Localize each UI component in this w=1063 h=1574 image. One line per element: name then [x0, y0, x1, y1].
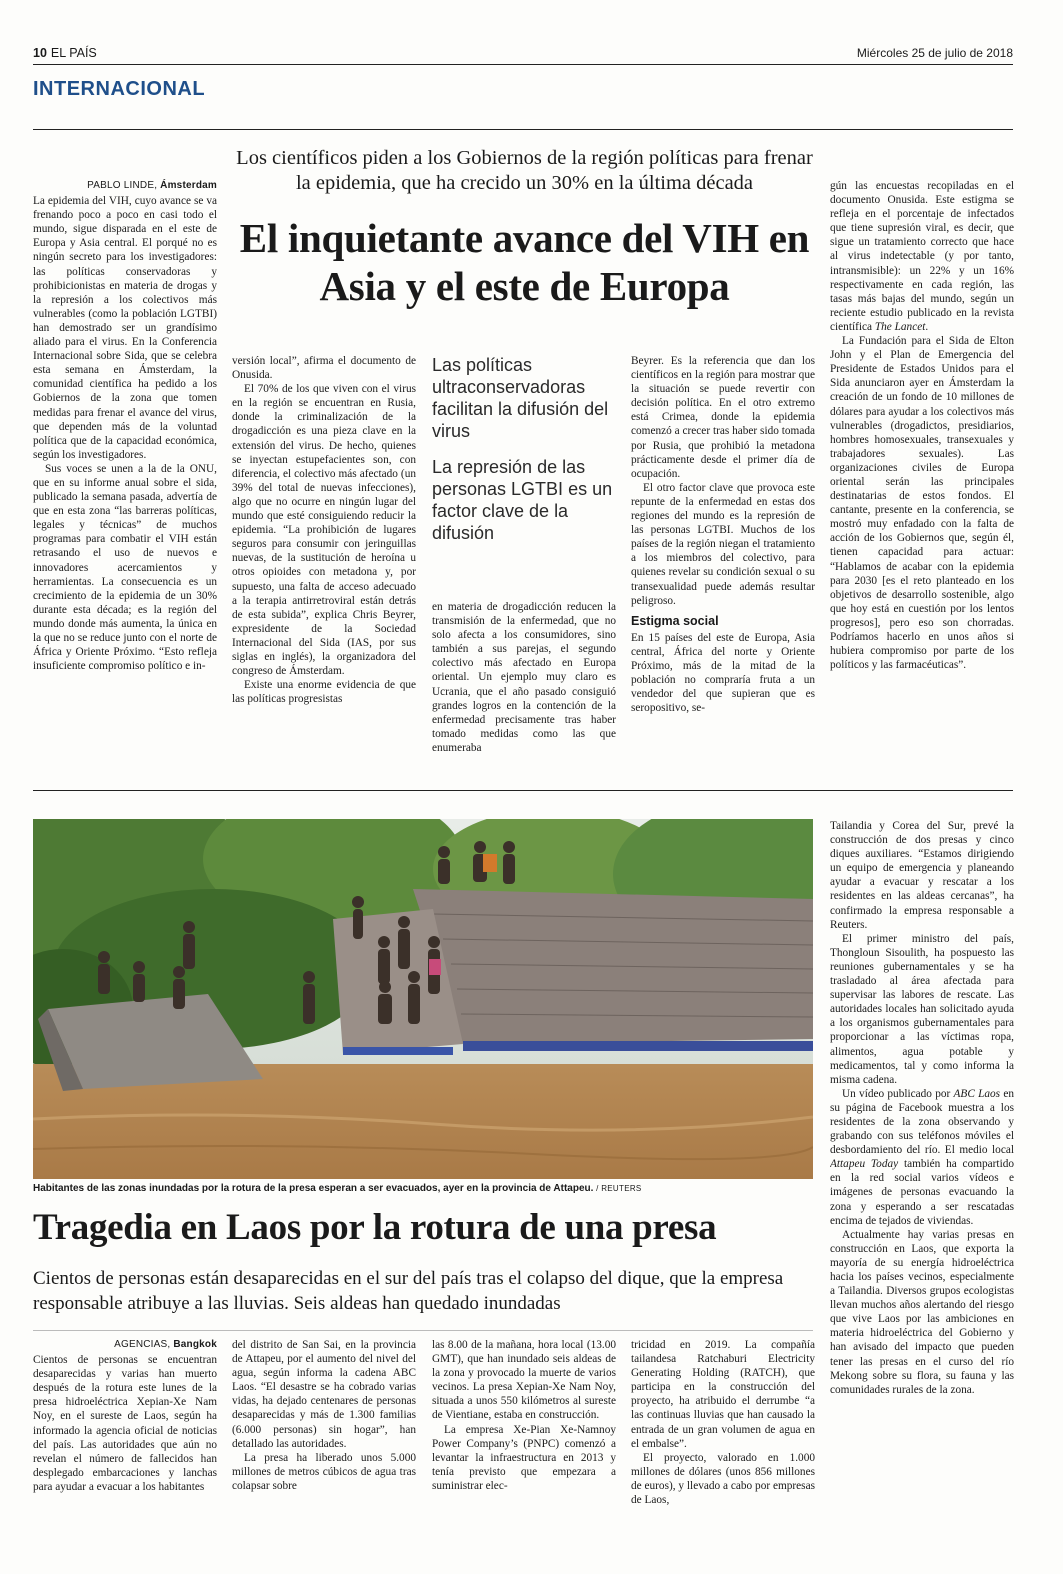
- pull-quote-2: La represión de las personas LGTBI es un factor clave de la difusión: [432, 457, 613, 543]
- story1-paragraph: La epidemia del VIH, cuyo avance se va frenando poco a poco en casi todo el mundo, sigue disparada en el este de Europa y Asia central. El porqué no es ningún secreto para los investigadores: las políticas conservadoras y prohibicionistas en materia de drogas y la represión a los colectivos más vulnerables (como la población LGTBI) han demostrado ser un grandísimo aliado para el virus. En la Conferencia Internacional sobre Sida, que se celebra esta semana en Ámsterdam, la comunidad científica ha pedido a los Gobiernos de la zona que tomen medidas para frenar el avance del virus, que dependen más de la voluntad política que de la capacidad económica, según los investigadores.: [33, 195, 217, 461]
- story1-paragraph: El 70% de los que viven con el virus en la región se encuentran en Rusia, donde la criminalización de la drogadicción es una pieza clave en la extensión del virus. De hecho, quienes se inyectan estupefacientes son, con diferencia, el colectivo más afectado (un 39% del total de nuevas infecciones), algo que no ocurre en ningún lugar del mundo que esté consiguiendo reducir la epidemia. “La prohibición de lugares seguros para consumir con jeringuillas nuevas, de la sustitución de heroína u otros opioides con metadona y, por supuesto, una falta de acceso adecuado a la terapia antirretroviral están detrás de esta subida”, explica Chris Beyrer, expresidente de la Sociedad Internacional del Sida (IAS, por sus siglas en inglés), la organizadora del congreso de Ámsterdam.: [232, 383, 416, 678]
- story2-column-5: [830, 819, 1014, 1568]
- flood-photo: [33, 819, 813, 1179]
- media-abc-laos: ABC Laos: [953, 1087, 1001, 1100]
- story1-paragraph: Sus voces se unen a la de la ONU, que en su informe anual sobre el sida, publicado la semana pasada, advertía de que en esta zona “las barreras políticas, legales y técnicas” de muchos programas para combatir el VIH están retrasando el uso de nuevos e innovadores acercamientos y herramientas. La consecuencia es un crecimiento de la epidemia de un 30% durante esta década; es la región del mundo donde más aumenta, la única en la que no se reduce junto con el norte de África y Oriente Próximo. “Esto refleja insuficiente compromiso político e in-: [33, 462, 217, 673]
- story2-paragraph: las 8.00 de la mañana, hora local (13.00 GMT), que han inundado seis aldeas de la zona y provocado la muerte de varios vecinos. La presa Xepian-Xe Nam Noy, situada a unos 550 kilómetros al sureste de Vientiane, estaba en construcción.: [432, 1339, 616, 1422]
- page-number: 10: [33, 46, 47, 60]
- story2-paragraph: tricidad en 2019. La compañía tailandesa Ratchaburi Electricity Generating Holding (RATCH), que participa en la construcción del proyecto, ha atribuido el derrumbe “a las continuas lluvias que han causado la entrada de un gran volumen de agua en el embalse”.: [631, 1339, 815, 1450]
- media-attapeu-today: Attapeu Today: [830, 1158, 899, 1171]
- photo-caption: [33, 1183, 813, 1194]
- journal-name: The Lancet: [874, 320, 926, 333]
- story2-standfirst: Cientos de personas están desaparecidas en el sur del país tras el colapso del dique, que la empresa responsable atribuye a las lluvias. Seis aldeas han quedado inundadas: [33, 1268, 784, 1314]
- story1-column-4: [631, 354, 815, 777]
- story1-byline-author: PABLO LINDE,: [87, 180, 158, 191]
- story2-paragraph: La empresa Xe-Pian Xe-Namnoy Power Company’s (PNPC) comenzó a levantar la infraestructura en 2013 y tenía previsto que empezara a suministrar elec-: [432, 1423, 616, 1492]
- story2-byline-place: Bangkok: [173, 1339, 217, 1350]
- story2-rule: [33, 1330, 813, 1331]
- story1-byline-place: Ámsterdam: [160, 180, 217, 191]
- story2-paragraph: La presa ha liberado unos 5.000 millones de metros cúbicos de agua tras colapsar sobre: [232, 1451, 416, 1492]
- story2-text: en su página de Facebook muestra a los residentes de la zona observando y grabando con sus teléfonos móviles el desbordamiento del río. El medio local: [830, 1087, 1014, 1157]
- story2-paragraph: Actualmente hay varias presas en construcción en Laos, que exporta la mayoría de su energía hidroeléctrica hacia los países vecinos, especialmente a Tailandia. Diversos grupos ecologistas llevan muchos años alertando del riesgo que vive Laos por las ambiciones en materia hidroeléctrica del Gobierno y han avisado del impacto que pueden tener las presas en el curso del río Mekong sobre su flora, su fauna y las comunidades rurales de la zona.: [830, 1228, 1014, 1396]
- story1-paragraph: El otro factor clave que provoca este repunte de la enfermedad en estas dos regiones del mundo es la represión de las personas LGTBI. Muchos de los países de la región niegan el tratamiento a los miembros del colectivo, para quienes revelar su condición sexual o su transexualidad puede además resultar peligroso.: [631, 481, 815, 607]
- story1-paragraph: versión local”, afirma el documento de Onusida.: [232, 355, 416, 382]
- story2-column-1: [33, 1338, 217, 1568]
- story2-byline-author: AGENCIAS,: [114, 1339, 171, 1350]
- story1-column-1: [33, 179, 217, 777]
- flood-photo-illustration: [33, 819, 813, 1179]
- story1-col5-text: gún las encuestas recopiladas en el documento Onusida. Este estigma se refleja en el porcentaje de infectados que tiene supresión viral, es decir, que sigue un tratamiento correcto que hace al virus indetectable (y por tanto, intransmisible): un 22% y un 16% respectivamente en cada región, las tasas más bajas del mundo, según un reciente estudio publicado en la revista científica: [830, 180, 1014, 333]
- caption-text: Habitantes de las zonas inundadas por la rotura de la presa esperan a ser evacuados, ayer en la provincia de Attapeu.: [33, 1183, 594, 1194]
- story2-byline: [33, 1338, 217, 1352]
- story2-paragraph: [830, 1087, 1014, 1228]
- story1-byline: [33, 179, 217, 193]
- story-divider: [33, 790, 1013, 791]
- story2-paragraph: Tailandia y Corea del Sur, prevé la construcción de dos presas y cinco diques auxiliares. “Estamos dirigiendo un equipo de emergencia y planeando ayudar a evacuar y rescatar a los residentes en las aldeas cercanas”, ha confirmado la empresa responsable a Reuters.: [830, 820, 1014, 931]
- story1-column-3: [432, 600, 616, 777]
- story1-headline: El inquietante avance del VIH en Asia y el este de Europa: [239, 215, 810, 309]
- story2-column-4: [631, 1338, 815, 1568]
- story1-column-2: [232, 354, 416, 776]
- story1-paragraph: gún las encuestas recopiladas en el documento Onusida. Este estigma se refleja en el porcentaje de infectados que tiene supresión viral, es decir, que sigue un tratamiento correcto que hace al virus indetectable (y por tanto, intransmisible): un 22% y un 16% respectivamente en cada región, las tasas más bajas del mundo, según un reciente estudio publicado en la revista científica The Lancet.: [830, 180, 1014, 333]
- issue-date: Miércoles 25 de julio de 2018: [856, 46, 1013, 60]
- story1-subhead: Estigma social: [631, 613, 719, 628]
- page-folio: [33, 46, 97, 60]
- story2-text: también ha compartido en la red social varios vídeos e imágenes de personas evacuando la zona y esperando a ser rescatadas encima de tejados de viviendas.: [830, 1158, 1014, 1227]
- story2-paragraph: del distrito de San Sai, en la provincia de Attapeu, por el aumento del nivel del agua, según informa la cadena ABC Laos. “El desastre se ha cobrado varias vidas, ha dejado centenares de personas desaparecidas y más de 1.300 familias (6.000 personas) sin hogar”, han detallado las autoridades.: [232, 1339, 416, 1450]
- story2-paragraph: El proyecto, valorado en 1.000 millones de dólares (unos 856 millones de euros), y llevado a cabo por empresas de Laos,: [631, 1451, 815, 1507]
- header-rule: [33, 64, 1013, 65]
- story1-column-5: [830, 179, 1014, 777]
- story2-paragraph: El primer ministro del país, Thongloun Sisoulith, ha pospuesto las reuniones gubernamentales y se ha trasladado al área afectada para supervisar las labores de rescate. Las autoridades locales han solicitado ayuda a los organismos gubernamentales para proporcionar a las víctimas ropa, alimentos, agua potable y medicamentos, tal y como informa la misma cadena.: [830, 932, 1014, 1086]
- photo-credit: / REUTERS: [596, 1184, 642, 1193]
- section-rule: [33, 129, 1013, 130]
- story1-paragraph: En 15 países del este de Europa, Asia central, África del norte y Oriente Próximo, más de la mitad de la población no compraría fruta a un vendedor del que supieran que es seropositivo, se-: [631, 631, 815, 715]
- story1-standfirst: Los científicos piden a los Gobiernos de la región políticas para frenar la epidemia, que ha crecido un 30% en la última década: [236, 147, 813, 194]
- story1-paragraph: Beyrer. Es la referencia que dan los científicos en la región para mostrar que la situación se puede revertir con decisión política. En el otro extremo está Crimea, donde la epidemia comenzó a crecer tras haber sido tomada por Rusia, que prohibió la metadona prácticamente desde el primer día de ocupación.: [631, 355, 815, 480]
- pull-quote-1: Las políticas ultraconservadoras facilitan la difusión del virus: [432, 355, 609, 441]
- section-label: INTERNACIONAL: [33, 78, 206, 100]
- story2-headline: Tragedia en Laos por la rotura de una presa: [33, 1207, 717, 1248]
- story1-paragraph: en materia de drogadicción reducen la transmisión de la enfermedad, que no solo afecta a los consumidores, sino también a sus parejas, el segundo colectivo más afectado en Europa oriental. Un ejemplo muy claro es Ucrania, que el año pasado consiguió grandes logros en la contención de la enfermedad precisamente tras haber tomado medidas como las que enumeraba: [432, 601, 616, 754]
- newspaper-name: EL PAÍS: [50, 46, 97, 60]
- story2-column-2: [232, 1338, 416, 1568]
- story2-column-3: [432, 1338, 616, 1568]
- story1-paragraph: La Fundación para el Sida de Elton John y el Plan de Emergencia del Presidente de Estados Unidos para el Sida anunciaron ayer en Ámsterdam la creación de un fondo de 10 millones de dólares para ayudar a los colectivos más vulnerables (drogadictos, presidiarios, hombres homosexuales, transexuales y trabajadores sexuales). Las organizaciones civiles de Europa oriental serán las principales destinatarias de estos fondos. El cantante, presente en la conferencia, se mostró muy enfadado con la falta de acción de los Gobiernos que, según él, tienen capacidad para actuar: “Hablamos de acabar con la epidemia para 2030 [es el reto planteado en los objetivos de desarrollo sostenible, algo que hoy está en cuestión por los lentos progresos], pero eso son chorradas. Podríamos hacerlo en unos años si hubiera compromiso por parte de los políticos y las farmacéuticas”.: [830, 335, 1014, 672]
- story1-paragraph: Existe una enorme evidencia de que las políticas progresistas: [232, 679, 416, 706]
- story2-paragraph: Cientos de personas se encuentran desaparecidas y varias han muerto después de la rotura este lunes de la presa hidroeléctrica Xepian-Xe Nam Noy, en el sureste de Laos, según ha informado la agencia oficial de noticias del país. Las autoridades que aún no revelan el número de fallecidos han desplegado embarcaciones y lanchas para ayudar a evacuar a los habitantes: [33, 1354, 217, 1493]
- story2-text: Un vídeo publicado por: [842, 1087, 951, 1100]
